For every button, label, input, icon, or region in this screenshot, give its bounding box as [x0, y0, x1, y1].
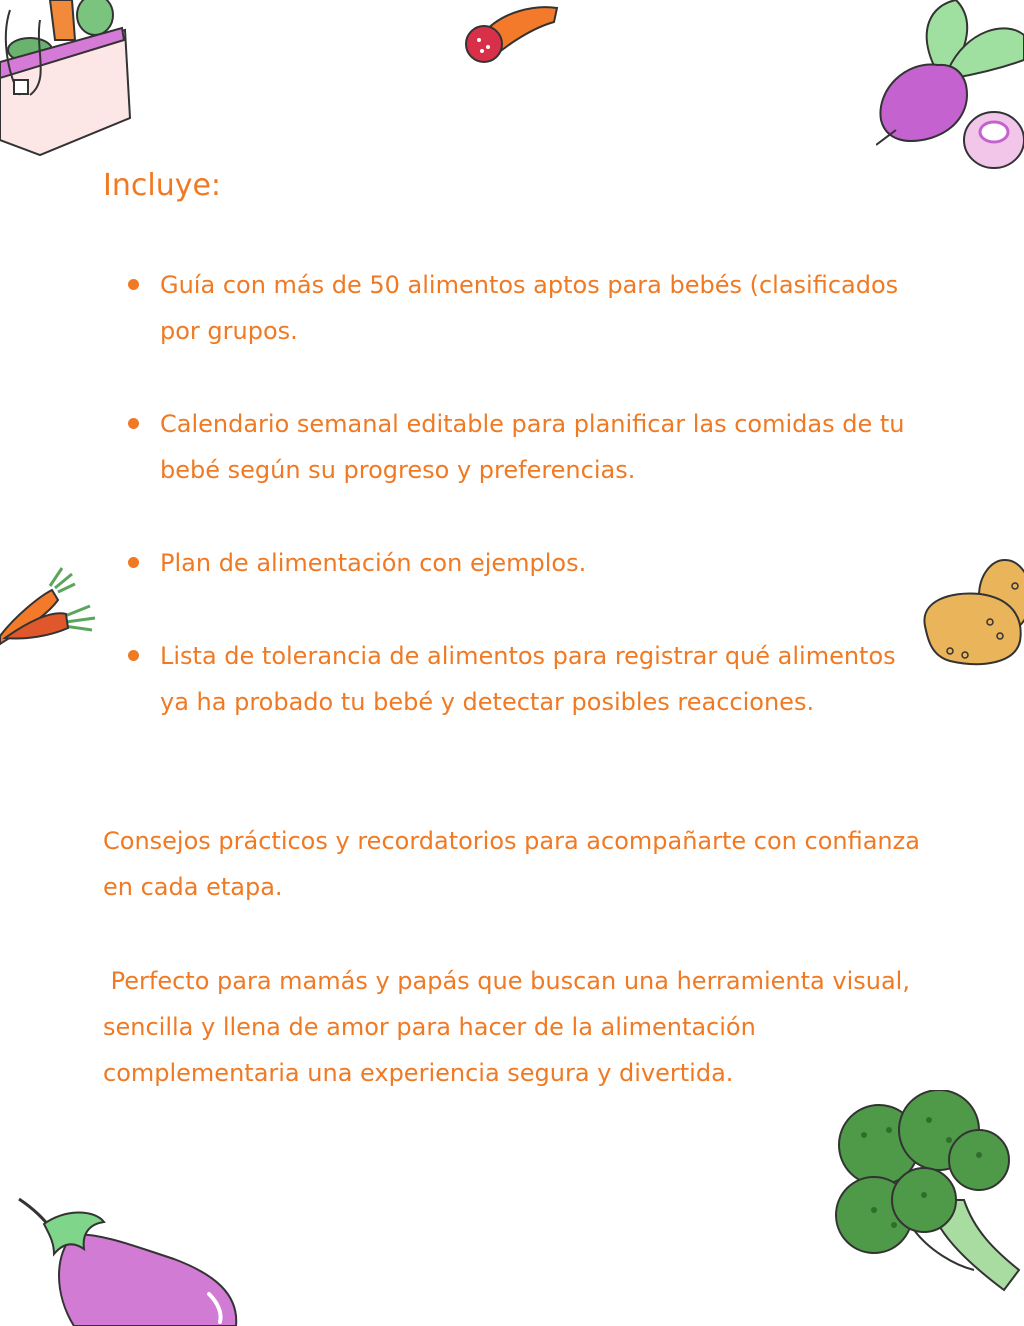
page-title: Incluye:: [103, 168, 222, 203]
closing-paragraph: Perfecto para mamás y papás que buscan una herramienta visual, sencilla y llena de amor para hacer de la alimentación complementaria una experiencia segura y divertida.: [103, 967, 910, 1087]
basket-illustration: [0, 0, 135, 160]
beet-illustration: [876, 0, 1024, 175]
list-item: Calendario semanal editable para planificar las comidas de tu bebé según su progreso y preferencias.: [160, 401, 920, 493]
list-item: Lista de tolerancia de alimentos para registrar qué alimentos ya ha probado tu bebé y detectar posibles reacciones.: [160, 633, 920, 725]
list-item: Plan de alimentación con ejemplos.: [160, 540, 920, 586]
eggplant-illustration: [14, 1194, 240, 1326]
broccoli-illustration: [834, 1090, 1024, 1326]
potatoes-illustration: [920, 556, 1024, 668]
carrots-illustration: [0, 566, 100, 646]
list-item: Guía con más de 50 alimentos aptos para bebés (clasificados por grupos.: [160, 262, 920, 354]
feature-list: [160, 262, 920, 772]
sausage-illustration: [462, 0, 562, 66]
tips-paragraph: Consejos prácticos y recordatorios para acompañarte con confianza en cada etapa.: [103, 827, 920, 901]
